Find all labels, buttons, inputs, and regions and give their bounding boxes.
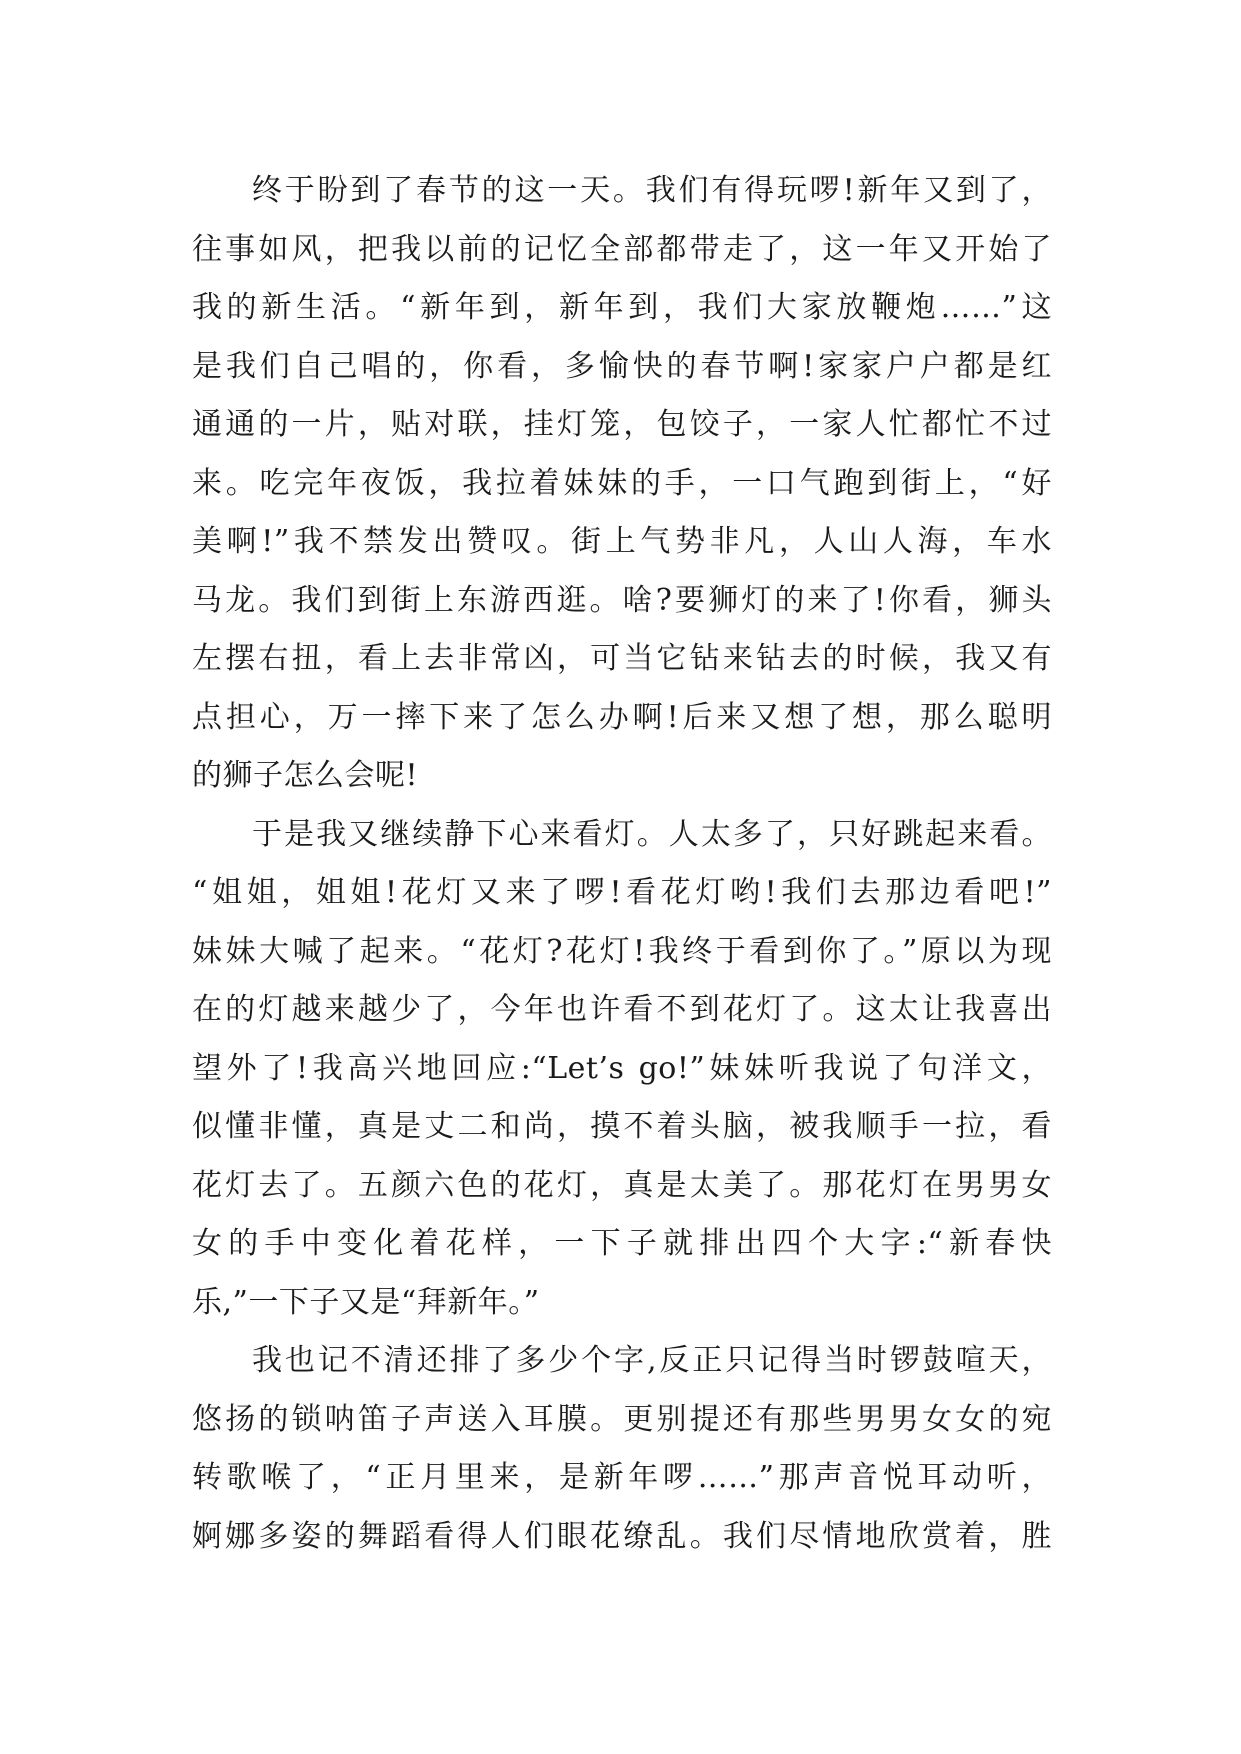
text-line: 悠扬的锁呐笛子声送入耳膜。更别提还有那些男男女女的宛 (192, 1401, 1052, 1437)
text-line: 似懂非懂，真是丈二和尚，摸不着头脑，被我顺手一拉，看 (192, 1109, 1052, 1144)
text-line: 转歌喉了，“正月里来，是新年啰……”那声音悦耳动听， (192, 1460, 1052, 1495)
text-line: 点担心，万一摔下来了怎么办啊!后来又想了想，那么聪明 (192, 699, 1052, 735)
text-line: 我的新生活。“新年到，新年到，我们大家放鞭炮……”这 (192, 290, 1052, 325)
paragraph-1 (192, 162, 1052, 806)
text-line: 望外了!我高兴地回应:“Let’s go!”妹妹听我说了句洋文， (192, 1050, 1052, 1086)
text-line: 通通的一片，贴对联，挂灯笼，包饺子，一家人忙都忙不过 (192, 407, 1052, 442)
text-line: 美啊!”我不禁发出赞叹。街上气势非凡，人山人海，车水 (192, 524, 1052, 559)
text-line: 来。吃完年夜饭，我拉着妹妹的手，一口气跑到街上，“好 (192, 465, 1052, 501)
text-line: 是我们自己唱的，你看，多愉快的春节啊!家家户户都是红 (192, 348, 1052, 384)
text-line: 我也记不清还排了多少个字,反正只记得当时锣鼓喧天， (252, 1343, 1052, 1378)
text-line: 终于盼到了春节的这一天。我们有得玩啰!新年又到了， (252, 173, 1052, 208)
text-line: 花灯去了。五颜六色的花灯，真是太美了。那花灯在男男女 (192, 1167, 1052, 1203)
text-line: 往事如风，把我以前的记忆全部都带走了，这一年又开始了 (192, 231, 1052, 267)
text-line: 马龙。我们到街上东游西逛。啥?要狮灯的来了!你看，狮头 (192, 582, 1052, 618)
text-line: 乐,”一下子又是“拜新年。” (192, 1284, 540, 1320)
paragraph-3 (192, 1332, 1052, 1566)
text-line: 左摆右扭，看上去非常凶，可当它钻来钻去的时候，我又有 (192, 641, 1052, 676)
text-line: 妹妹大喊了起来。“花灯?花灯!我终于看到你了。”原以为现 (192, 933, 1052, 969)
article-body (192, 162, 1052, 1566)
text-line: 婀娜多姿的舞蹈看得人们眼花缭乱。我们尽情地欣赏着，胜 (192, 1518, 1052, 1554)
text-line: “姐姐，姐姐!花灯又来了啰!看花灯哟!我们去那边看吧!” (192, 875, 1052, 910)
text-line: 于是我又继续静下心来看灯。人太多了，只好跳起来看。 (252, 816, 1052, 852)
paragraph-2 (192, 806, 1052, 1333)
text-line: 的狮子怎么会呢! (192, 758, 419, 793)
text-line: 女的手中变化着花样，一下子就排出四个大字:“新春快 (192, 1226, 1052, 1261)
text-line: 在的灯越来越少了，今年也许看不到花灯了。这太让我喜出 (192, 992, 1052, 1027)
